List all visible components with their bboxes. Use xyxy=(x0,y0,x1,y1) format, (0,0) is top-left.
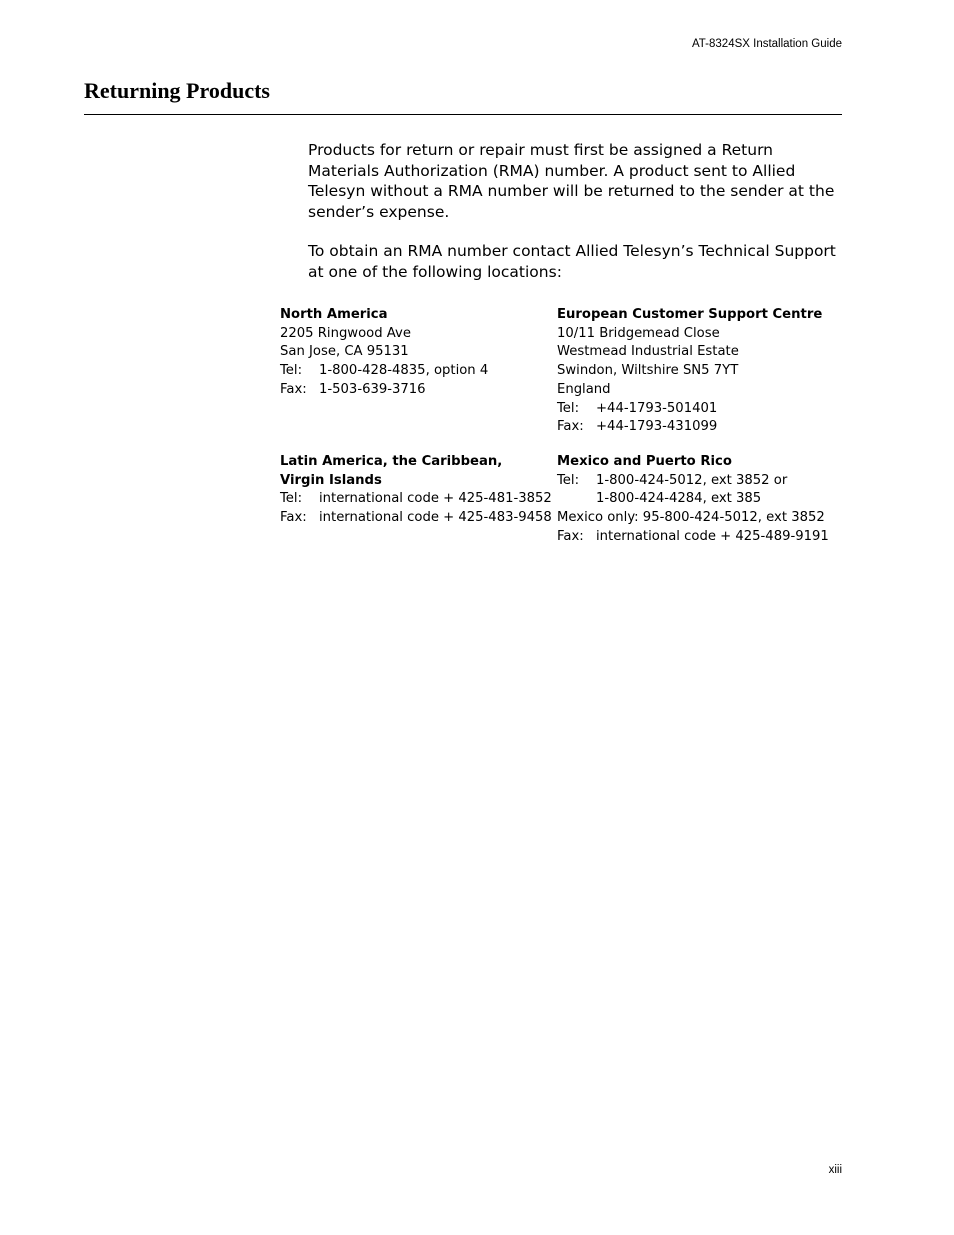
contact-heading: European Customer Support Centre xyxy=(557,307,823,322)
page-title: Returning Products xyxy=(84,78,270,103)
tel-number: 1-800-428-4835, option 4 xyxy=(319,363,489,379)
fax-label: Fax: xyxy=(557,528,584,544)
tel-label: Tel: xyxy=(557,400,580,416)
contact-mexico-puerto-rico xyxy=(557,453,829,547)
fax-number: international code + 425-489-9191 xyxy=(596,528,829,544)
contact-heading: Virgin Islands xyxy=(280,472,382,488)
tel-number-continued: 1-800-424-4284, ext 385 xyxy=(596,491,762,507)
tel-number: +44-1793-501401 xyxy=(596,400,718,416)
fax-row xyxy=(557,528,829,547)
intro-paragraph-rma: Products for return or repair must first be assigned a Return Materials Authorization (RMA) number. A product sent to Allied Telesyn without a RMA number will be returned to the sender at the sender’s expense. xyxy=(308,141,835,221)
address-line: England xyxy=(557,381,611,397)
fax-label: Fax: xyxy=(280,381,307,397)
title-divider xyxy=(84,114,842,115)
fax-number: international code + 425-483-9458 xyxy=(319,510,552,526)
running-header: AT-8324SX Installation Guide xyxy=(691,38,842,50)
tel-row xyxy=(280,362,488,381)
tel-row xyxy=(280,490,552,509)
fax-label: Fax: xyxy=(557,419,584,435)
tel-row xyxy=(557,400,822,419)
address-line: 10/11 Bridgemead Close xyxy=(557,325,720,341)
contact-heading: Latin America, the Caribbean, xyxy=(280,454,503,469)
contact-heading: North America xyxy=(280,307,388,322)
fax-row xyxy=(280,509,552,528)
contact-heading: Mexico and Puerto Rico xyxy=(557,454,732,469)
tel-label: Tel: xyxy=(280,363,303,379)
address-line: Westmead Industrial Estate xyxy=(557,344,739,360)
address-line: 2205 Ringwood Ave xyxy=(280,325,411,341)
tel-number: international code + 425-481-3852 xyxy=(319,491,552,507)
address-line: San Jose, CA 95131 xyxy=(280,344,409,360)
intro-paragraph-locations: To obtain an RMA number contact Allied Telesyn’s Technical Support at one of the following locations: xyxy=(308,242,836,281)
mexico-only-number: Mexico only: 95-800-424-5012, ext 3852 xyxy=(557,510,825,526)
tel-row xyxy=(557,472,829,491)
intro-text xyxy=(308,140,848,301)
contact-north-america xyxy=(280,306,488,400)
tel-label: Tel: xyxy=(280,491,303,507)
fax-row xyxy=(557,418,822,437)
contact-latin-america xyxy=(280,453,552,528)
address-line: Swindon, Wiltshire SN5 7YT xyxy=(557,363,739,379)
tel-label: Tel: xyxy=(557,472,580,488)
fax-label: Fax: xyxy=(280,510,307,526)
fax-number: +44-1793-431099 xyxy=(596,419,718,435)
fax-number: 1-503-639-3716 xyxy=(319,381,426,397)
tel-number: 1-800-424-5012, ext 3852 or xyxy=(596,472,788,488)
fax-row xyxy=(280,381,488,400)
contact-europe xyxy=(557,306,822,437)
page-number: xiii xyxy=(828,1164,842,1176)
